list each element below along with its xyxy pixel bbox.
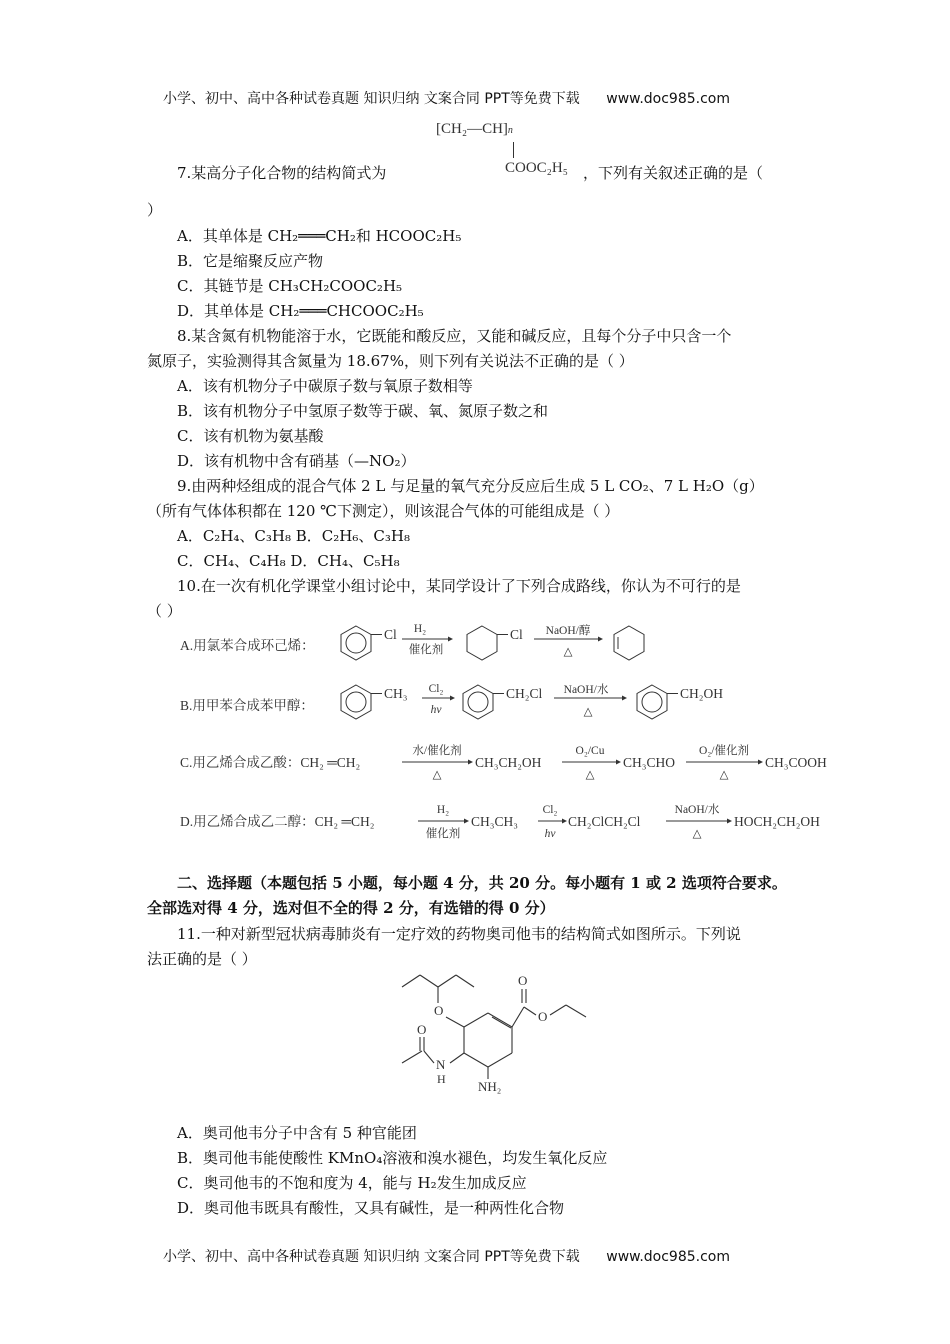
q10-route-a-diagram	[336, 622, 666, 666]
section2-title-2: 全部选对得 4 分，选对但不全的得 2 分，有选错的得 0 分）	[147, 899, 555, 917]
q9-stem-1: 9.由两种烃组成的混合气体 2 L 与足量的氧气充分反应后生成 5 L CO₂、7 L H₂O（g）	[177, 477, 764, 495]
b-arrow2-top: NaOH/水	[563, 684, 609, 696]
q11-option-c: C．奥司他韦的不饱和度为 4，能与 H₂发生加成反应	[177, 1174, 527, 1192]
q10-route-b-label: B.用甲苯合成苯甲醇：	[180, 698, 314, 713]
q11-stem-1: 11.一种对新型冠状病毒肺炎有一定疗效的药物奥司他韦的结构简式如图所示。下列说	[177, 925, 741, 943]
nitrogen-amide: N	[436, 1057, 446, 1072]
c-arrow3-bottom: △	[719, 769, 729, 781]
a-arrow1-top: H₂	[413, 623, 427, 635]
q7-formula-substituent: COOC₂H₅	[505, 160, 568, 176]
d-product1: CH₃CH₃	[471, 814, 518, 829]
q11-option-b: B．奥司他韦能使酸性 KMnO₄溶液和溴水褪色，均发生氧化反应	[177, 1149, 608, 1167]
q7-bracket-right: ]	[502, 121, 508, 137]
c-product2: CH₃CHO	[623, 755, 675, 770]
c-arrow1-top: 水/催化剂	[412, 745, 462, 757]
d-arrow1-bottom: 催化剂	[425, 828, 461, 840]
a-cl-2: Cl	[510, 627, 523, 642]
d-arrow3-top: NaOH/水	[674, 804, 720, 816]
d-product3: HOCH₂CH₂OH	[734, 814, 820, 829]
c-arrow2-bottom: △	[585, 769, 595, 781]
q8-option-a: A．该有机物分子中碳原子数与氧原子数相等	[177, 377, 473, 395]
d-arrow2-bottom: hν	[544, 828, 556, 840]
chlorobenzene-ring	[341, 626, 382, 660]
d-label: D.用乙烯合成乙二醇：CH₂ ═CH₂	[180, 814, 375, 829]
b-arrow1-bottom: hν	[430, 704, 442, 716]
q10-route-a-label: A.用氯苯合成环己烯：	[180, 638, 315, 653]
q7-stem-a: 7.某高分子化合物的结构简式为	[177, 164, 387, 182]
q7-stem-c: ）	[147, 201, 163, 219]
page-header	[163, 88, 730, 108]
c-arrow3-top: O₂/催化剂	[698, 745, 750, 757]
q8-stem-1: 8.某含氮有机物能溶于水，它既能和酸反应，又能和碱反应，且每个分子中只含一个	[177, 327, 732, 345]
b-ch2oh: CH₂OH	[680, 686, 723, 701]
q10-stem-2: （ ）	[147, 602, 182, 620]
b-arrow1-top: Cl₂	[428, 683, 444, 695]
hydrogen-amide: H	[437, 1072, 446, 1086]
q8-option-b: B．该有机物分子中氢原子数等于碳、氧、氮原子数之和	[177, 402, 549, 420]
footer-text: 小学、初中、高中各种试卷真题 知识归纳 文案合同 PPT等免费下载	[163, 1249, 580, 1265]
c-product3: CH₃COOH	[765, 755, 827, 770]
q8-option-c: C．该有机物为氨基酸	[177, 427, 324, 445]
d-arrow1-top: H₂	[436, 804, 450, 816]
oxygen-amide: O	[417, 1022, 427, 1037]
benzyl-alcohol-ring	[637, 685, 678, 719]
d-arrow2-top: Cl₂	[542, 804, 558, 816]
section2-title-1: 二、选择题（本题包括 5 小题，每小题 4 分，共 20 分。每小题有 1 或 2 选项符合要求。	[177, 874, 787, 892]
q9-options-row1: A．C₂H₄、C₃H₈ B．C₂H₆、C₃H₈	[177, 527, 410, 545]
c-label: C.用乙烯合成乙酸：CH₂ ═CH₂	[180, 755, 361, 770]
q11-option-a: A．奥司他韦分子中含有 5 种官能团	[177, 1124, 417, 1142]
q10-route-c-diagram	[178, 741, 858, 785]
a-arrow2-bottom: △	[563, 646, 573, 658]
q7-formula-top: CH₂—CH	[441, 121, 503, 137]
d-arrow3-bottom: △	[692, 828, 702, 840]
q11-option-d: D．奥司他韦既具有酸性，又具有碱性，是一种两性化合物	[177, 1199, 565, 1217]
q7-option-c: C．其链节是 CH₃CH₂COOC₂H₅	[177, 277, 403, 295]
oxygen-ether: O	[434, 1003, 444, 1018]
page-footer	[163, 1246, 730, 1266]
header-site-link[interactable]: www.doc985.com	[606, 91, 730, 107]
b-ch3: CH₃	[384, 686, 408, 701]
q7-option-d: D．其单体是 CH₂═══CHCOOC₂H₅	[177, 302, 424, 320]
chlorocyclohexane-ring	[467, 626, 508, 660]
toluene-ring	[341, 685, 382, 719]
q9-stem-2: （所有气体体积都在 120 ℃下测定），则该混合气体的可能组成是（ ）	[147, 502, 620, 520]
d-product2: CH₂ClCH₂Cl	[568, 814, 641, 829]
b-ch2cl: CH₂Cl	[506, 686, 543, 701]
a-arrow2-top: NaOH/醇	[545, 625, 591, 637]
q7-n-subscript: n	[507, 125, 513, 136]
q11-stem-2: 法正确的是（ ）	[147, 950, 257, 968]
cyclohexene-ring	[614, 626, 644, 660]
q9-options-row2: C．CH₄、C₄H₈ D．CH₄、C₅H₈	[177, 552, 400, 570]
benzyl-chloride-ring	[463, 685, 504, 719]
q7-stem-b: ，下列有关叙述正确的是（	[583, 164, 764, 182]
b-arrow2-bottom: △	[583, 706, 593, 718]
q8-option-d: D．该有机物中含有硝基（—NO₂）	[177, 452, 416, 470]
q7-option-b: B．它是缩聚反应产物	[177, 252, 324, 270]
oxygen-ester: O	[538, 1009, 548, 1024]
oxygen-carbonyl: O	[518, 973, 528, 988]
q10-route-d-diagram	[178, 800, 868, 844]
q11-oseltamivir-structure	[390, 965, 620, 1095]
amino-group: NH₂	[478, 1079, 502, 1094]
q10-route-b-diagram	[336, 681, 756, 725]
q8-stem-2: 氮原子，实验测得其含氮量为 18.67%，则下列有关说法不正确的是（ ）	[147, 352, 634, 370]
a-cl-1: Cl	[384, 627, 397, 642]
q7-bond-vertical	[513, 142, 514, 158]
a-arrow1-bottom: 催化剂	[408, 644, 444, 656]
q7-option-a: A．其单体是 CH₂═══CH₂和 HCOOC₂H₅	[177, 227, 462, 245]
c-product1: CH₃CH₂OH	[475, 755, 542, 770]
footer-site-link[interactable]: www.doc985.com	[606, 1249, 730, 1265]
c-arrow2-top: O₂/Cu	[575, 745, 605, 757]
header-text: 小学、初中、高中各种试卷真题 知识归纳 文案合同 PPT等免费下载	[163, 91, 580, 107]
q7-polymer-top	[436, 121, 513, 138]
q7-bracket-left: [	[436, 121, 441, 137]
q10-stem-1: 10.在一次有机化学课堂小组讨论中，某同学设计了下列合成路线，你认为不可行的是	[177, 577, 741, 595]
c-arrow1-bottom: △	[432, 769, 442, 781]
